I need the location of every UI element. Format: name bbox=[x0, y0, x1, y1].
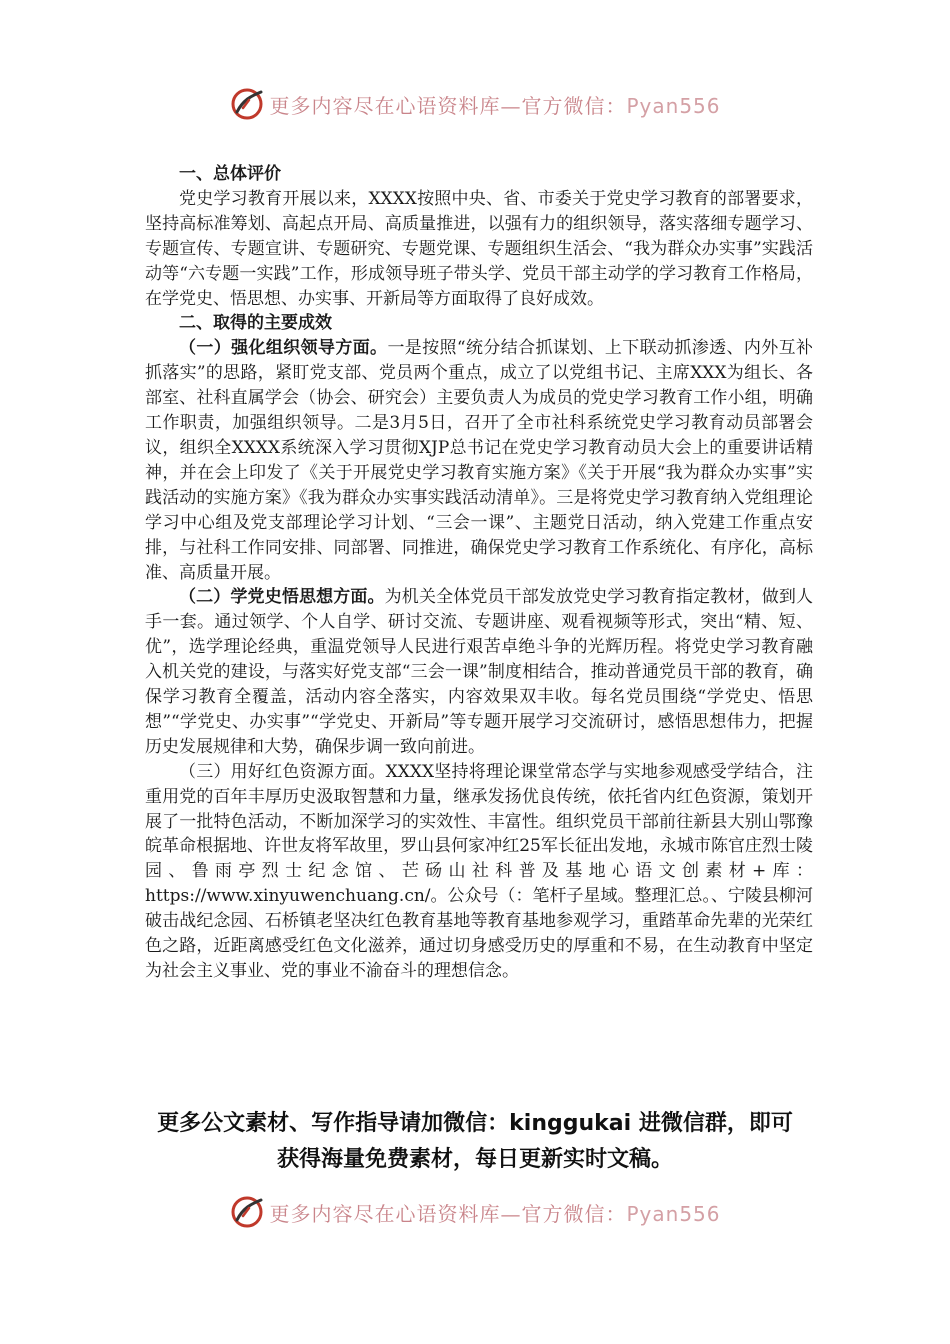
overall-paragraph: 党史学习教育开展以来，XXXX按照中央、省、市委关于党史学习教育的部署要求，坚持高标准筹划、高起点开局、高质量推进，以强有力的组织领导，落实落细专题学习、专题宣传、专题宣讲、专题研究、专题党课、专题组织生活会、“我为群众办实事”实践活动等“六专题一实践”工作，形成领导班子带头学、党员干部主动学的学习教育工作格局，在学党史、悟思想、办实事、开新局等方面取得了良好成效。 bbox=[145, 188, 813, 309]
achievement-2-lead: （二）学党史悟思想方面。 bbox=[179, 587, 385, 608]
header-banner bbox=[0, 84, 950, 124]
logo-icon bbox=[229, 1194, 265, 1230]
logo-icon bbox=[229, 86, 265, 122]
achievement-paragraph-3: （三）用好红色资源方面。XXXX坚持将理论课堂常态学与实地参观感受学结合，注重用党的百年丰厚历史汲取智慧和力量，继承发扬优良传统，依托省内红色资源，策划开展了一批特色活动，不断加深学习的实效性、丰富性。组织党员干部前往新县大别山鄂豫皖革命根据地、许世友将军故里，罗山县何家冲红25军长征出发地，永城市陈官庄烈士陵园、鲁雨亭烈士纪念馆、芒砀山社科普及基地心语文创素材+库：https://www.xinyuwenchuang.cn/。公众号（：笔杆子星域。整理汇总。、宁陵县柳河破击战纪念园、石桥镇老坚决红色教育基地等教育基地参观学习，重踏革命先辈的光荣红色之路，近距离感受红色文化滋养，通过切身感受历史的厚重和不易，在生动教育中坚定为社会主义事业、党的事业不渝奋斗的理想信念。 bbox=[145, 761, 814, 981]
achievement-paragraph-1 bbox=[145, 336, 813, 585]
banner-wechat-id: Pyan556 bbox=[626, 93, 721, 118]
promo-notice bbox=[120, 1106, 830, 1178]
section-heading-overall: 一、总体评价 bbox=[179, 164, 281, 184]
footer-banner bbox=[0, 1192, 950, 1232]
achievement-2-body: 为机关全体党员干部发放党史学习教育指定教材，做到人手一套。通过领学、个人自学、研讨交流、专题讲座、观看视频等形式，突出“精、短、优”，选学理论经典，重温党领导人民进行艰苦卓绝斗争的光辉历程。将党史学习教育融入机关党的建设，与落实好党支部“三会一课”制度相结合，推动普通党员干部的教育，确保学习教育全覆盖，活动内容全落实，内容效果双丰收。每名党员围绕“学党史、悟思想”“学党史、办实事”“学党史、开新局”等专题开展学习交流研讨，感悟思想伟力，把握历史发展规律和大势，确保步调一致向前进。 bbox=[145, 587, 814, 757]
document-body bbox=[145, 162, 813, 984]
section-heading-achievements: 二、取得的主要成效 bbox=[179, 313, 332, 334]
achievement-1-body: 一是按照“统分结合抓谋划、上下联动抓渗透、内外互补抓落实”的思路，紧盯党支部、党员两个重点，成立了以党组书记、主席XXX为组长、各部室、社科直属学会（协会、研究会）主要负责人为成员的党史学习教育工作小组，明确工作职责，加强组织领导。二是3月5日，召开了全市社科系统党史学习教育动员部署会议，组织全XXXX系统深入学习贯彻XJP总书记在党史学习教育动员大会上的重要讲话精神，并在会上印发了《关于开展党史学习教育实施方案》《关于开展“我为群众办实事”实践活动的实施方案》《我为群众办实事实践活动清单》。三是将党史学习教育纳入党组理论学习中心组及党支部理论学习计划、“三会一课”、主题党日活动，纳入党建工作重点安排，与社科工作同安排、同部署、同推进，确保党史学习教育工作系统化、有序化，高标准、高质量开展。 bbox=[145, 338, 813, 583]
promo-line-1: 更多公文素材、写作指导请加微信：kinggukai 进微信群，即可 bbox=[157, 1111, 793, 1136]
banner-wechat-id: Pyan556 bbox=[626, 1201, 721, 1226]
banner-text: 更多内容尽在心语资料库—官方微信：Pyan556 bbox=[269, 93, 721, 118]
achievement-1-lead: （一）强化组织领导方面。 bbox=[179, 338, 388, 359]
banner-text: 更多内容尽在心语资料库—官方微信：Pyan556 bbox=[269, 1201, 721, 1226]
promo-line-2: 获得海量免费素材，每日更新实时文稿。 bbox=[276, 1147, 673, 1172]
achievement-paragraph-2 bbox=[145, 585, 813, 759]
